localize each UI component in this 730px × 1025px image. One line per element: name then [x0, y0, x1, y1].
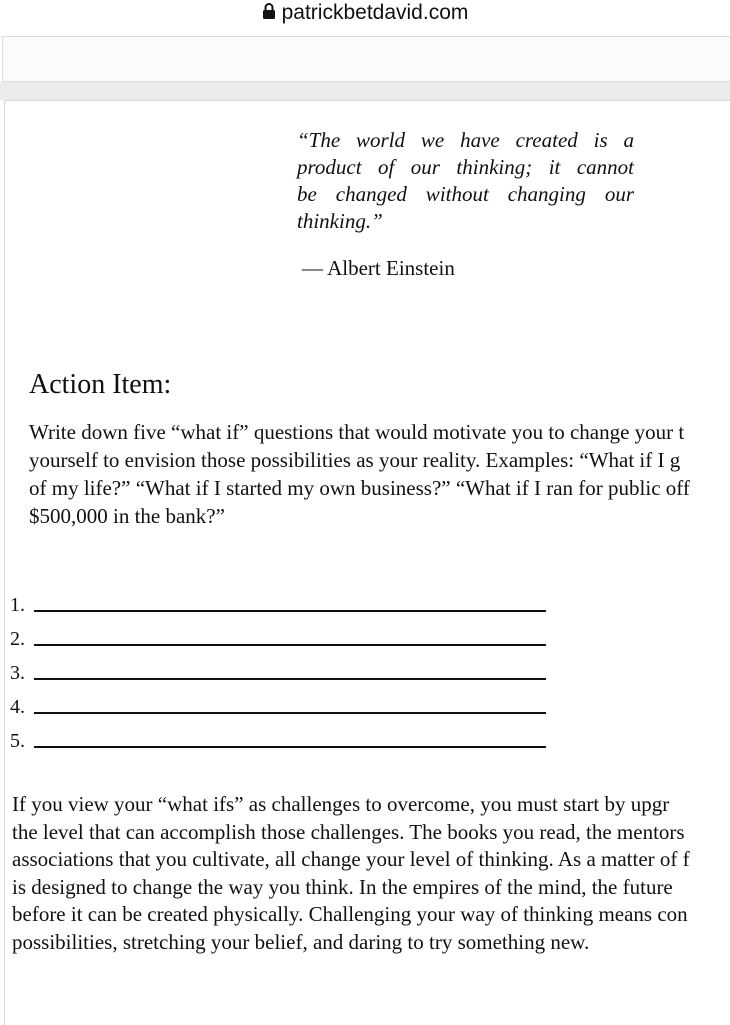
page-toolbar	[2, 36, 730, 82]
paragraph-line: associations that you cultivate, all change your level of thinking. As a matter of f	[12, 847, 690, 871]
quote-attribution: — Albert Einstein	[302, 256, 455, 280]
url-text: patrickbetdavid.com	[281, 1, 469, 24]
paragraph-line: $500,000 in the bank?”	[29, 504, 225, 528]
paragraph-line: the level that can accomplish those challenges. The books you read, the mentors	[12, 819, 685, 844]
paragraph-line: Write down five “what if” questions that would motivate you to change your t	[29, 420, 685, 444]
list-number: 4.	[10, 696, 25, 718]
answer-line	[34, 746, 546, 748]
answer-line	[34, 678, 546, 680]
address-bar[interactable]	[0, 0, 730, 32]
quote-line: product of our thinking; it cannot	[297, 155, 634, 179]
page-gap	[0, 82, 730, 100]
paragraph-line: of my life?” “What if I started my own business?” “What if I ran for public off	[29, 476, 690, 500]
list-number: 1.	[10, 594, 25, 616]
answer-line	[34, 644, 546, 646]
answer-line	[34, 712, 546, 714]
action-item-heading: Action Item:	[29, 369, 172, 400]
paragraph-line: If you view your “what ifs” as challenges to overcome, you must start by upgr	[12, 792, 670, 816]
paragraph-line: yourself to envision those possibilities as your reality. Examples: “What if I g	[29, 448, 681, 472]
lock-icon	[262, 2, 276, 20]
quote-line: “The world we have created is a	[297, 128, 634, 152]
url-display[interactable]	[0, 0, 730, 26]
einstein-quote	[297, 127, 634, 235]
closing-paragraph	[12, 791, 690, 956]
quote-line: thinking.”	[297, 209, 383, 233]
paragraph-line: before it can be created physically. Challenging your way of thinking means con	[12, 902, 688, 926]
list-number: 2.	[10, 628, 25, 650]
paragraph-line: possibilities, stretching your belief, and daring to try something new.	[12, 929, 590, 954]
answer-line	[34, 610, 546, 612]
quote-line: be changed without changing our	[297, 182, 634, 206]
paragraph-line: is designed to change the way you think. In the empires of the mind, the future	[12, 874, 673, 899]
action-item-text	[29, 418, 690, 530]
list-number: 3.	[10, 662, 25, 684]
list-number: 5.	[10, 730, 25, 752]
